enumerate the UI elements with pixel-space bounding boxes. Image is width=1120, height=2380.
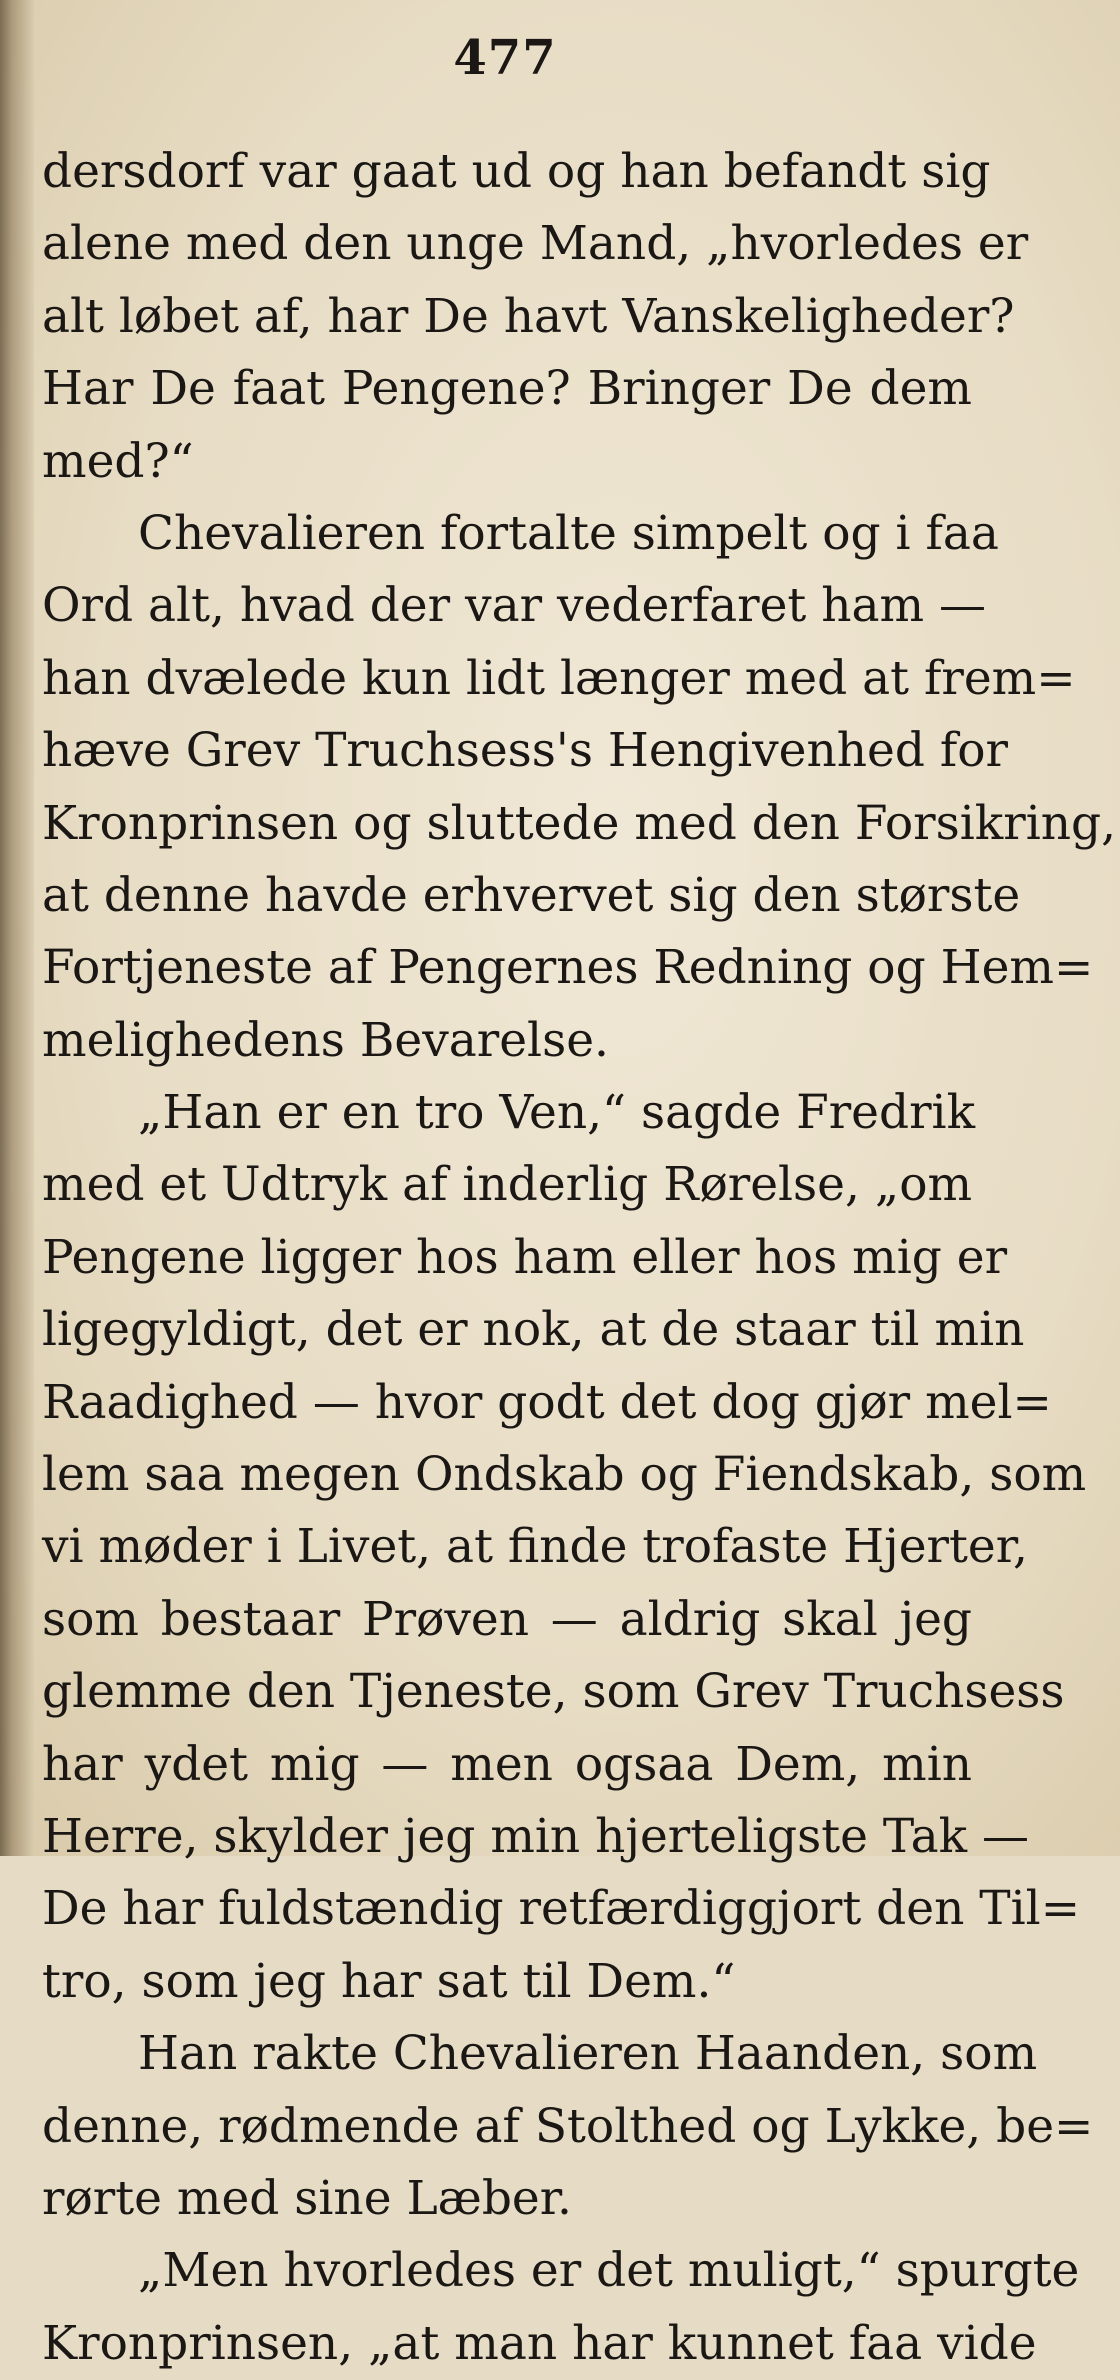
text-line: ligegyldigt, det er nok, at de staar til min [42,1302,1025,1358]
text-line: med et Udtryk af inderlig Rørelse, „om [42,1157,973,1213]
text-line: Herre, skylder jeg min hjerteligste Tak — [42,1808,1030,1864]
text-line: Ord alt, hvad der var vederfaret ham — [42,578,987,634]
text-line: rørte med sine Læber. [42,2170,572,2226]
text-line: Har De faat Pengene? Bringer De dem [42,361,972,417]
paragraph-start-line: Han rakte Chevalieren Haanden, som [138,2026,1038,2082]
text-line: med?“ [42,433,194,489]
text-line: melighedens Bevarelse. [42,1012,609,1068]
text-line: Kronprinsen og sluttede med den Forsikring, [42,795,1117,851]
text-line: dersdorf var gaat ud og han befandt sig [42,144,991,199]
text-line: Pengene ligger hos ham eller hos mig er [42,1229,1008,1285]
text-line: Fortjeneste af Pengernes Redning og Hem= [42,940,1094,996]
text-line: han dvælede kun lidt længer med at frem= [42,650,1076,706]
text-line: hæve Grev Truchsess's Hengivenhed for [42,723,1009,779]
page-number: 477 [453,30,557,86]
text-line: alt løbet af, har De havt Vanskeligheder? [42,288,1015,344]
text-line: at denne havde erhvervet sig den største [42,867,1021,923]
text-line: vi møder i Livet, at finde trofaste Hjerter, [42,1519,1028,1575]
paragraph-start-line: „Men hvorledes er det muligt,“ spurgte [138,2243,1080,2299]
text-line: har ydet mig — men ogsaa Dem, min [42,1736,972,1792]
text-line: denne, rødmende af Stolthed og Lykke, be= [42,2098,1094,2154]
book-gutter-shadow [0,0,34,1856]
text-line: Kronprinsen, „at man har kunnet faa vide [42,2315,1037,2371]
body-text [42,136,1117,2380]
paragraph-start-line: Chevalieren fortalte simpelt og i faa [138,505,999,561]
text-line: De har fuldstændig retfærdiggjort den Til= [42,1881,1081,1937]
paragraph-start-line: „Han er en tro Ven,“ sagde Fredrik [138,1085,976,1141]
text-line: som bestaar Prøven — aldrig skal jeg [42,1591,972,1647]
text-line: lem saa megen Ondskab og Fiendskab, som [42,1447,1087,1503]
text-line: glemme den Tjeneste, som Grev Truchsess [42,1664,1065,1720]
text-line: alene med den unge Mand, „hvorledes er [42,216,1029,272]
text-line: Raadighed — hvor godt det dog gjør mel= [42,1374,1052,1430]
text-line: tro, som jeg har sat til Dem.“ [42,1953,736,2009]
